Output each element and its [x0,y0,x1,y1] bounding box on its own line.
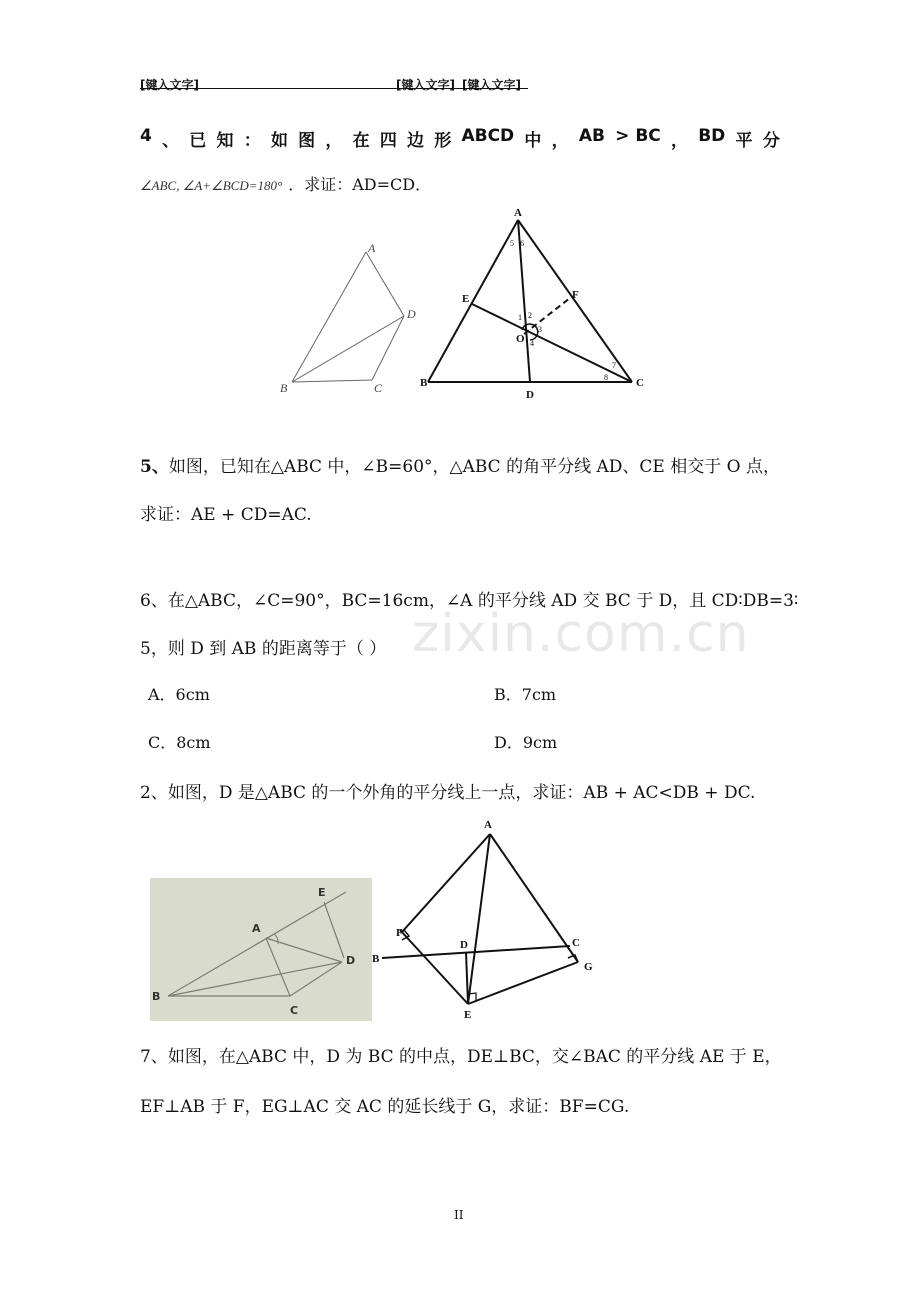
header-right: [键入文字] [462,78,521,92]
label-D: D [407,307,416,321]
figure-quadrilateral [276,238,416,398]
q6-line1: 6、在△ABC，∠C=90°，BC=16cm，∠A 的平分线 AD 交 BC 于 D，且 CD∶DB=3∶ [140,591,799,611]
figure-photo [150,878,372,1021]
label-O: O [516,333,525,345]
q5-line1: 5、如图，已知在△ABC 中，∠B=60°，△ABC 的角平分线 AD、CE 相交于 O 点， [140,457,780,477]
q6-option-b: B．7cm [494,685,557,704]
label-B: B [420,377,428,389]
angle-4: 4 [530,339,534,348]
label-D: D [460,939,468,951]
label-B: B [152,990,161,1003]
angle-7: 7 [612,361,616,370]
q5-number: 5、 [140,457,169,477]
label-C: C [290,1004,299,1017]
q5-line2: 求证：AE + CD=AC. [140,505,312,525]
figure-q7 [372,812,612,1024]
watermark: zixin.com.cn [412,604,750,664]
label-A: A [484,819,492,831]
header-middle: [键入文字] [396,78,455,92]
label-A: A [252,922,261,935]
label-D: D [526,389,534,401]
q6-option-c: C．8cm [148,733,211,752]
q2-line: 2、如图，D 是△ABC 的一个外角的平分线上一点，求证：AB + AC<DB + DC. [140,783,756,803]
label-A: A [514,207,522,219]
page-number: II [454,1208,464,1222]
figure-triangle-bisectors [418,204,648,404]
label-E: E [464,1009,472,1021]
label-B: B [280,381,288,395]
header-rule [140,88,528,89]
q6-option-a: A．6cm [148,685,210,704]
label-C: C [636,377,644,389]
label-C: C [572,937,580,949]
q4-condition: ∠ABC, ∠A+∠BCD=180° [140,178,283,193]
label-G: G [584,961,593,973]
label-A: A [368,241,376,255]
q6-option-d: D．9cm [494,733,558,752]
angle-1: 1 [518,313,522,322]
q6-line2: 5，则 D 到 AB 的距离等于（ ） [140,639,387,659]
angle-6: 6 [520,239,524,248]
label-D: D [346,954,356,967]
q7-line1: 7、如图，在△ABC 中，D 为 BC 的中点，DE⊥BC，交∠BAC 的平分线 AE 于 E， [140,1047,782,1067]
label-B: B [372,953,380,965]
label-E: E [318,886,326,899]
angle-5: 5 [510,239,514,248]
label-E: E [462,293,470,305]
q4-line1: 4 、 已 知 ： 如 图 ， 在 四 边 形 ABCD 中 ， AB > BC ， BD 平 分 [140,126,780,151]
angle-2: 2 [528,311,532,320]
label-F: F [396,927,403,939]
header-left: [键入文字] [140,78,199,92]
q7-line2: EF⊥AB 于 F，EG⊥AC 交 AC 的延长线于 G，求证：BF=CG. [140,1097,630,1117]
label-F: F [572,289,579,301]
q4-prove: ．求证：AD=CD． [288,175,432,194]
angle-8: 8 [604,373,608,382]
q4-line2 [140,172,431,195]
label-C: C [374,381,383,395]
angle-3: 3 [538,325,542,334]
